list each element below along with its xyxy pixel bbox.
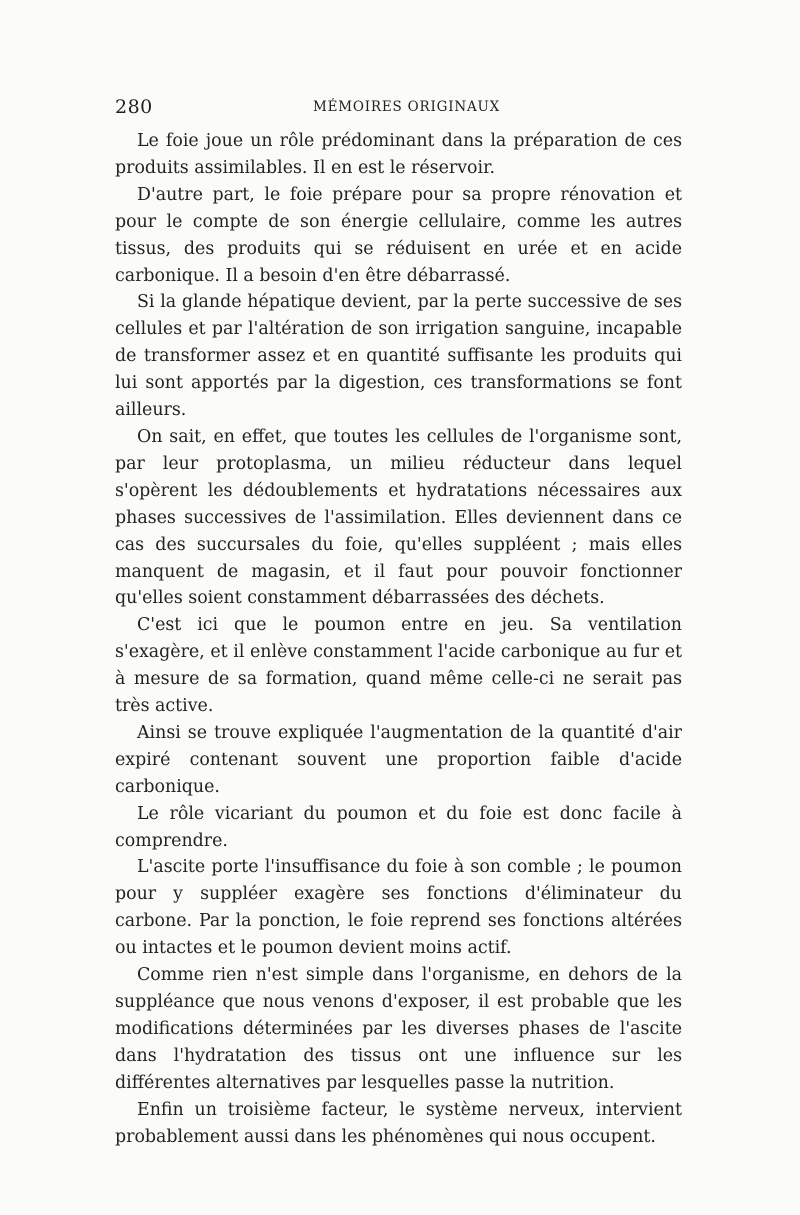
paragraph-6: Ainsi se trouve expliquée l'augmentation de la quantité d'air expiré contenant souvent une proportion faible d'acide carbonique.: [115, 722, 682, 797]
page-header: [115, 96, 685, 120]
paragraph-5: C'est ici que le poumon entre en jeu. Sa ventilation s'exagère, et il enlève constamment l'acide carbonique au fur et à mesure de sa formation, quand même celle-ci ne serait pas très active.: [115, 615, 682, 717]
paragraph-3: Si la glande hépatique devient, par la perte successive de ses cellules et par l'altération de son irrigation sanguine, incapable de transformer assez et en quantité suffisante les produits qui lui sont apportés par la digestion, ces transformations se font ailleurs.: [115, 292, 682, 421]
paragraph-7: Le rôle vicariant du poumon et du foie est donc facile à comprendre.: [115, 803, 682, 851]
paragraph-8: L'ascite porte l'insuffisance du foie à son comble ; le poumon pour y suppléer exagère ses fonctions d'éliminateur du carbone. Par la ponction, le foie reprend ses fonctions altérées ou intactes et le poumon devient moins actif.: [115, 857, 682, 959]
paragraph-9: Comme rien n'est simple dans l'organisme, en dehors de la suppléance que nous venons d'exposer, il est probable que les modifications déterminées par les diverses phases de l'ascite dans l'hydratation des tissus ont une influence sur les différentes alternatives par lesquelles passe la nutrition.: [115, 965, 682, 1093]
paragraph-2: D'autre part, le foie prépare pour sa propre rénovation et pour le compte de son énergie cellulaire, comme les autres tissus, des produits qui se réduisent en urée et en acide carbonique. Il a besoin d'en être débarrassé.: [115, 184, 682, 286]
page-number: 280: [115, 96, 153, 118]
running-title: MÉMOIRES ORIGINAUX: [313, 99, 501, 115]
paragraph-10: Enfin un troisième facteur, le système nerveux, intervient probablement aussi dans les phénomènes qui nous occupent.: [115, 1099, 682, 1147]
paragraph-1: Le foie joue un rôle prédominant dans la préparation de ces produits assimilables. Il en est le réservoir.: [115, 131, 682, 178]
body-text: [115, 128, 682, 1150]
paragraph-4: On sait, en effet, que toutes les cellules de l'organisme sont, par leur protoplasma, un milieu réducteur dans lequel s'opèrent les dédoublements et hydratations nécessaires aux phases successives de l'assimilation. Elles deviennent dans ce cas des succursales du foie, qu'elles suppléent ; mais elles manquent de magasin, et il faut pour pouvoir fonctionner qu'elles soient constamment débarrassées des déchets.: [115, 426, 682, 609]
